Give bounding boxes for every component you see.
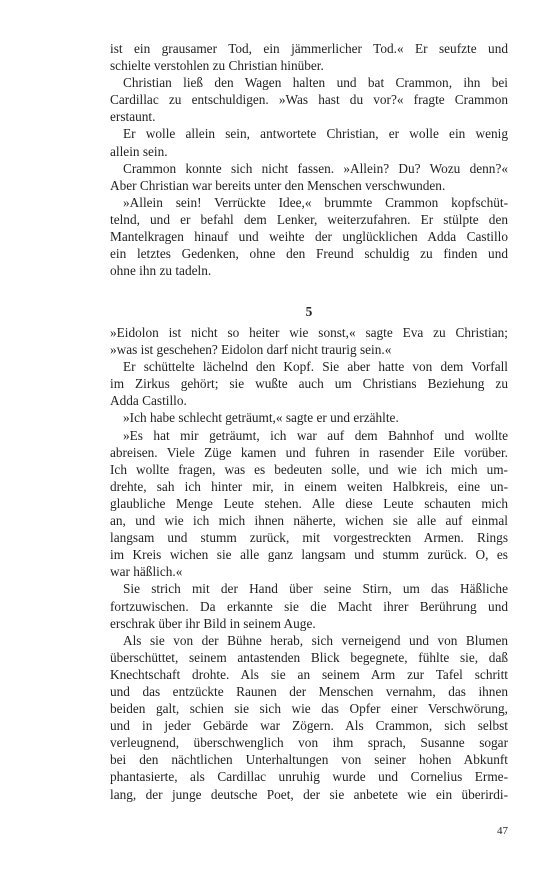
text-line: drehte, sah ich hinter mir, in einem weiten Halbkreis, eine un- [110,478,508,494]
text-line: Crammon konnte sich nicht fassen. »Allein? Du? Wozu denn?« [123,160,508,176]
text-line: war häßlich.« [110,564,183,580]
text-line: Christian ließ den Wagen halten und bat Crammon, ihn bei [123,75,508,91]
text-line: Ich wollte fragen, was es bedeuten solle, und wie ich mich um- [110,461,508,477]
text-line: ist ein grausamer Tod, ein jämmerlicher Tod.« Er seufzte und [110,41,508,56]
text-line: verleugnend, überschwenglich von ihm sprach, Susanne sogar [110,735,508,751]
text-line: phantasierte, als Cardillac unruhig wurde und Cornelius Erme- [110,769,508,785]
text-line: Er schüttelte lächelnd den Kopf. Sie aber hatte von dem Vorfall [123,359,508,375]
text-line: »was ist geschehen? Eidolon darf nicht traurig sein.« [110,342,392,358]
text-block-top [110,40,508,279]
text-line: Adda Castillo. [110,393,187,409]
chapter-number: 5 [305,304,313,319]
text-block-main [110,324,508,803]
text-line: langsam und stumm zurück, mit vorgestreckten Armen. Rings [110,530,508,546]
text-line: ein letztes Gedenken, ohne den Freund schuldig zu finden und [110,246,508,262]
text-line: bei den nächtlichen Unterhaltungen von seiner hohen Abkunft [110,752,508,768]
text-line: Sie strich mit der Hand über seine Stirn, um das Häßliche [123,581,508,597]
text-line: »Es hat mir geträumt, ich war auf dem Bahnhof und wollte [123,427,508,443]
text-line: Mantelkragen hinauf und weihte der unglücklichen Adda Castillo [110,229,508,245]
text-line: lang, der junge deutsche Poet, der sie anbetete wie ein überirdi- [110,786,508,802]
text-line: Er wolle allein sein, antwortete Christian, er wolle ein wenig [123,126,508,142]
text-line: allein sein. [110,143,168,159]
text-line: Als sie von der Bühne herab, sich verneigend und von Blumen [123,632,508,648]
text-line: Aber Christian war bereits unter den Menschen verschwunden. [110,177,446,193]
text-line: Cardillac zu entschuldigen. »Was hast du vor?« fragte Crammon [110,92,508,108]
text-line: Knechtschaft drohte. Als sie an seinem Arm zur Tafel schritt [110,666,508,682]
text-line: telnd, und er befahl dem Lenker, weiterzufahren. Er stülpte den [110,211,508,227]
text-line: erstaunt. [110,109,156,125]
text-line: abreisen. Viele Züge kamen und fuhren in rasender Eile vorüber. [110,444,508,460]
text-line: überschüttet, seinem antastenden Blick begegnete, fühlte sie, daß [110,649,508,665]
text-line: und das entzückte Raunen der Menschen vernahm, das ihnen [110,683,508,699]
text-line: »Allein sein! Verrückte Idee,« brummte Crammon kopfschüt- [123,194,508,210]
text-line: an, und wie ich mich ihnen näherte, wichen sie alle auf einmal [110,513,508,529]
text-line: glaubliche Menge Leute stehen. Alle diese Leute schauten mich [110,495,508,511]
text-line: fortzuwischen. Da erkannte sie die Macht ihrer Berührung und [110,598,508,614]
text-line: ohne ihn zu tadeln. [110,263,212,279]
text-line: erschrak über ihr Bild in seinem Auge. [110,615,316,631]
text-line: im Zirkus gehört; sie wußte auch um Christians Beziehung zu [110,376,508,392]
page-number: 47 [497,825,508,837]
text-line: und in jeder Gebärde war Zögern. Als Crammon, sich selbst [110,718,508,734]
text-line: »Eidolon ist nicht so heiter wie sonst,« sagte Eva zu Christian; [110,325,508,340]
text-line: im Kreis wichen sie alle ganz langsam und stumm zurück. O, es [110,547,508,563]
text-line: schielte verstohlen zu Christian hinüber. [110,58,324,74]
text-line: beiden galt, schien sie sich wie das Opfer einer Verschwörung, [110,701,508,717]
text-line: »Ich habe schlecht geträumt,« sagte er und erzählte. [123,410,399,426]
